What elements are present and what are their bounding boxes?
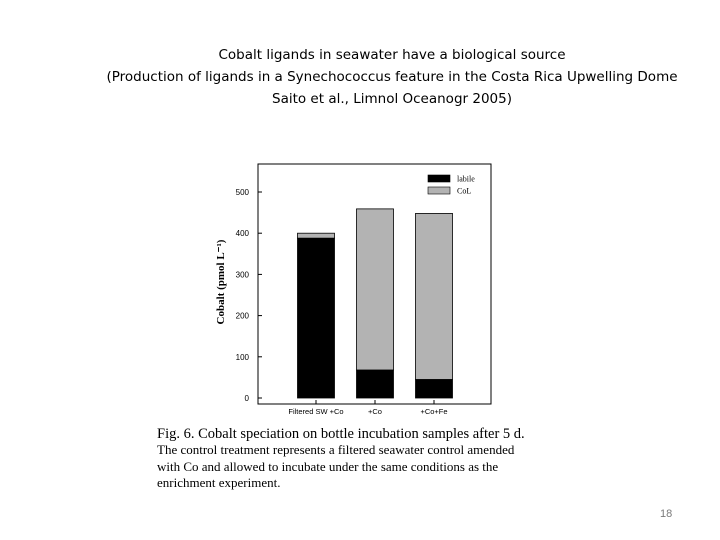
bar-col-2 [357, 209, 394, 370]
x-tick-label: +Co+Fe [420, 407, 448, 416]
figure-caption-line-2: The control treatment represents a filtered seawater control amended [157, 442, 515, 458]
legend-label-col: CoL [457, 186, 472, 196]
slide-title [0, 44, 720, 110]
bar-col-1 [298, 233, 335, 238]
slide-title-line-1: Cobalt ligands in seawater have a biological source [218, 47, 566, 63]
figure-caption-line-3: with Co and allowed to incubate under the same conditions as the [157, 458, 499, 474]
y-tick-label: 500 [235, 188, 249, 197]
legend-swatch-labile [428, 175, 450, 182]
slide-title-line-2: (Production of ligands in a Synechococcus feature in the Costa Rica Upwelling Dome [106, 69, 678, 85]
figure-caption [157, 426, 557, 491]
y-tick-label: 400 [235, 229, 249, 239]
page-number: 18 [660, 508, 673, 520]
x-tick-label: Filtered SW +Co [288, 407, 344, 416]
cobalt-speciation-chart [200, 160, 500, 422]
y-tick-label: 300 [235, 270, 249, 280]
bar-col-3 [416, 213, 453, 379]
legend-label-labile: labile [457, 174, 475, 184]
y-tick-label: 200 [235, 311, 249, 321]
y-axis-label: Cobalt (pmol L⁻¹) [215, 239, 227, 325]
bars [298, 209, 453, 398]
bar-labile-1 [298, 238, 335, 398]
slide-title-line-3: Saito et al., Limnol Oceanogr 2005) [272, 91, 512, 107]
bar-labile-3 [416, 379, 453, 398]
figure-caption-line-4: enrichment experiment. [157, 474, 281, 490]
legend [428, 175, 475, 196]
bar-labile-2 [357, 370, 394, 398]
x-axis [288, 400, 447, 416]
y-tick-label: 100 [235, 352, 249, 362]
legend-swatch-col [428, 187, 450, 194]
y-tick-label: 0 [244, 394, 249, 403]
x-tick-label: +Co [368, 407, 382, 416]
figure-caption-line-1: Fig. 6. Cobalt speciation on bottle incubation samples after 5 d. [157, 426, 525, 442]
